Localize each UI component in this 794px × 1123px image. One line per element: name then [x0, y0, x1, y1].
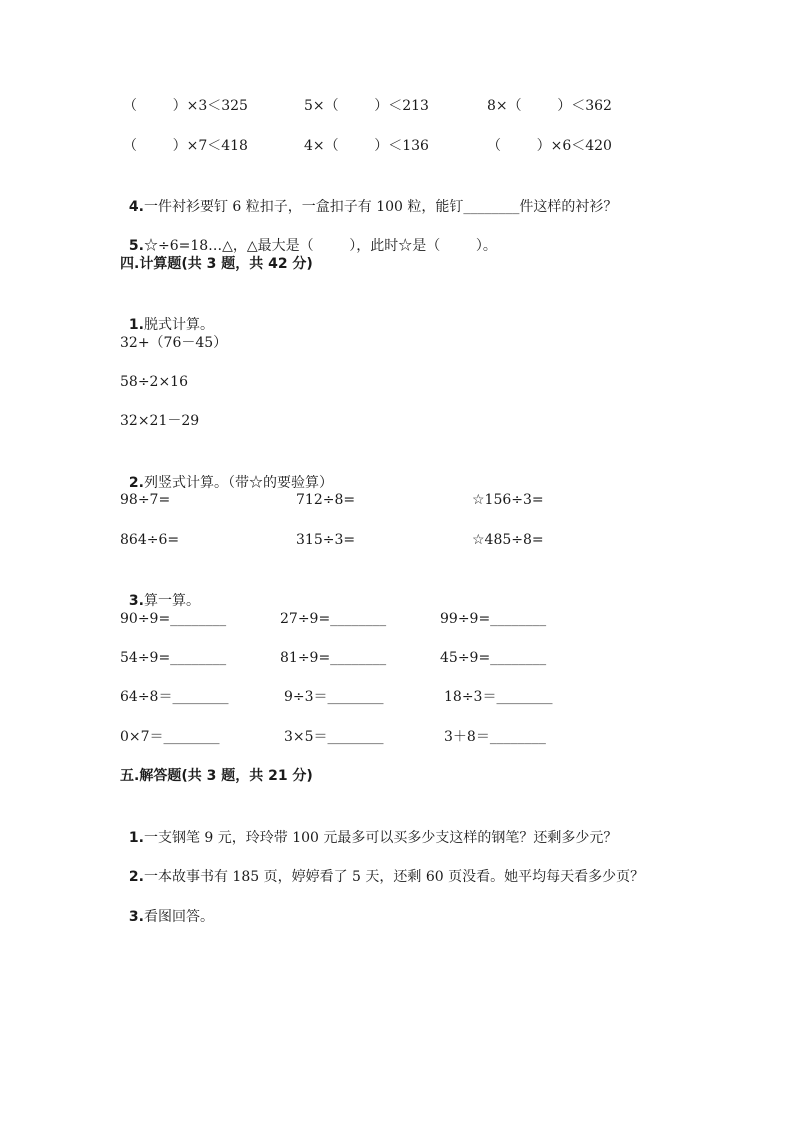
section-4-title: 四.计算题(共 3 题，共 42 分)	[120, 256, 313, 272]
compare-item: 5×（ ）＜213	[304, 98, 429, 114]
compare-item: （ ）×7＜418	[123, 138, 248, 154]
quick-calc-item: 90÷9=________	[120, 611, 227, 627]
expression-item: 58÷2×16	[120, 374, 188, 390]
vertical-calc-item: ☆485÷8=	[472, 532, 544, 548]
compare-item: 8×（ ）＜362	[487, 98, 612, 114]
quick-calc-item: 3＋8＝________	[444, 729, 546, 745]
s4-question-3	[120, 568, 200, 609]
quick-calc-item: 54÷9=________	[120, 650, 227, 666]
question-number: 1.	[128, 830, 144, 846]
question-number: 3.	[128, 593, 144, 609]
question-text: 一支钢笔 9 元，玲玲带 100 元最多可以买多少支这样的钢笔？还剩多少元？	[143, 830, 618, 846]
question-text: 脱式计算。	[143, 317, 214, 333]
vertical-calc-item: 712÷8=	[296, 492, 356, 508]
question-text: ☆÷6=18…△，△最大是（ ），此时☆是（ ）。	[143, 238, 497, 254]
question-number: 3.	[128, 909, 144, 925]
vertical-calc-item: ☆156÷3=	[472, 492, 544, 508]
expression-item: 32+（76－45）	[120, 335, 228, 351]
question-number: 2.	[128, 475, 144, 491]
compare-item: （ ）×3＜325	[123, 98, 248, 114]
quick-calc-item: 27÷9=________	[280, 611, 387, 627]
question-number: 5.	[128, 238, 144, 254]
question-5	[120, 213, 497, 254]
quick-calc-item: 3×5＝________	[284, 729, 384, 745]
section-5-title: 五.解答题(共 3 题，共 21 分)	[120, 768, 313, 784]
question-text: 看图回答。	[143, 909, 214, 925]
vertical-calc-item: 315÷3=	[296, 532, 356, 548]
s5-question-2	[120, 844, 645, 885]
question-text: 列竖式计算。（带☆的要验算）	[143, 475, 333, 491]
compare-item: 4×（ ）＜136	[304, 138, 429, 154]
question-text: 算一算。	[143, 593, 200, 609]
quick-calc-item: 18÷3＝________	[444, 689, 553, 705]
question-number: 4.	[128, 199, 144, 215]
s5-question-3	[120, 884, 214, 925]
s5-question-1	[120, 805, 618, 846]
quick-calc-item: 99÷9=________	[440, 611, 547, 627]
s4-question-2	[120, 450, 333, 491]
quick-calc-item: 64÷8＝________	[120, 689, 229, 705]
vertical-calc-item: 864÷6=	[120, 532, 180, 548]
quick-calc-item: 45÷9=________	[440, 650, 547, 666]
quick-calc-item: 0×7＝________	[120, 729, 220, 745]
quick-calc-item: 9÷3＝________	[284, 689, 384, 705]
question-number: 2.	[128, 869, 144, 885]
quick-calc-item: 81÷9=________	[280, 650, 387, 666]
question-4	[120, 174, 618, 215]
compare-item: （ ）×6＜420	[487, 138, 612, 154]
expression-item: 32×21－29	[120, 413, 200, 429]
vertical-calc-item: 98÷7=	[120, 492, 171, 508]
question-text: 一本故事书有 185 页，婷婷看了 5 天，还剩 60 页没看。她平均每天看多少页？	[143, 869, 645, 885]
question-number: 1.	[128, 317, 144, 333]
s4-question-1	[120, 292, 214, 333]
question-text: 一件衬衫要钉 6 粒扣子，一盒扣子有 100 粒，能钉________件这样的衬衫？	[143, 199, 618, 215]
